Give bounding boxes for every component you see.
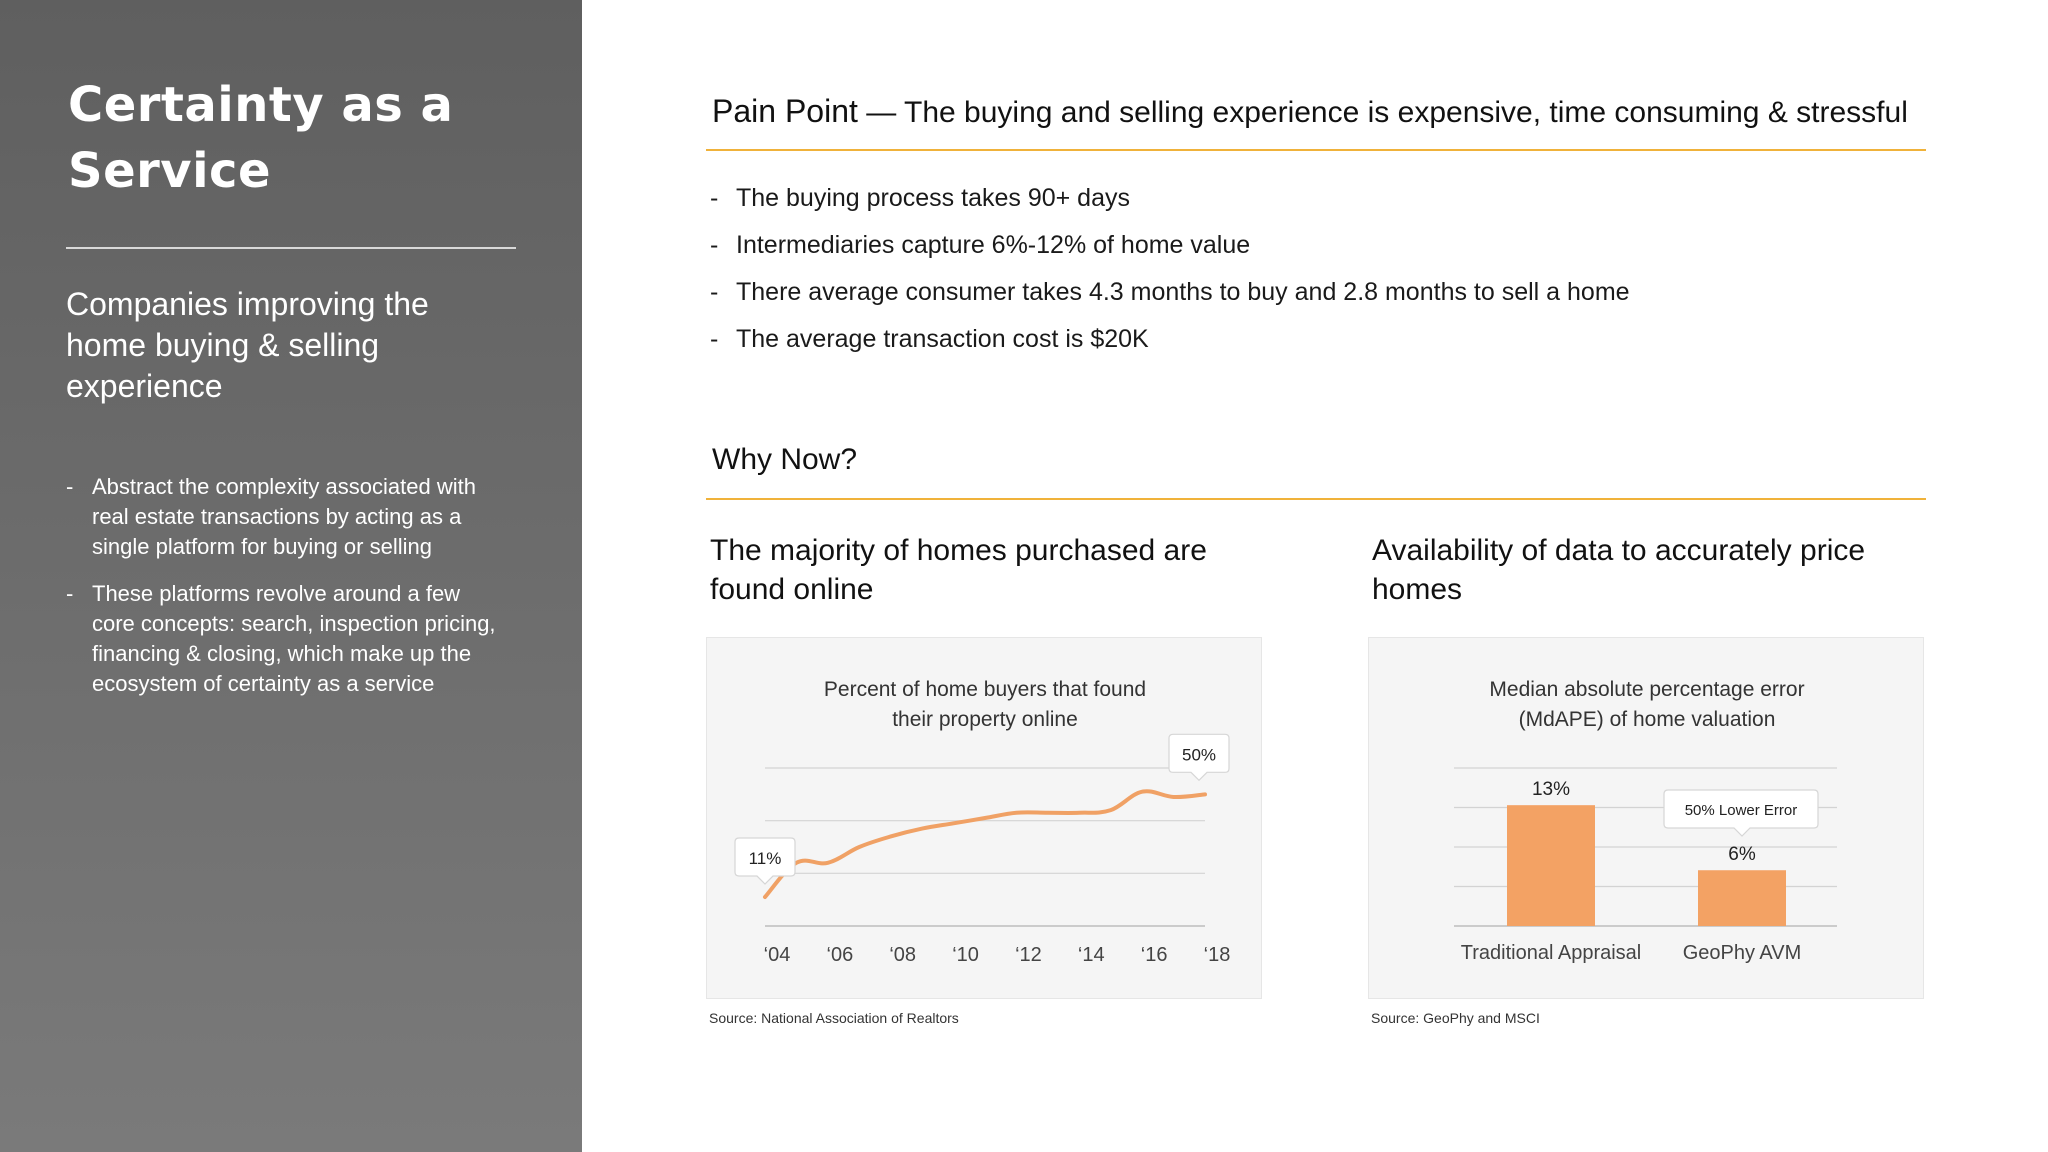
bullet-dash: - (710, 231, 719, 259)
x-tick-label: ‘18 (1203, 944, 1231, 966)
x-tick-label: ‘06 (826, 944, 854, 966)
bullet-dash: - (66, 474, 74, 499)
pain-point-heading (712, 91, 1908, 133)
bullet-dash: - (710, 184, 719, 212)
line-chart-source: Source: National Association of Realtors (709, 1010, 959, 1026)
category-label: Traditional Appraisal (1460, 942, 1642, 964)
x-axis-ticks (764, 944, 1231, 966)
why-now-heading: Why Now? (712, 443, 858, 476)
bullet-dash: - (710, 278, 719, 306)
line-chart-svg (707, 638, 1263, 1000)
why-now-divider (706, 498, 1926, 500)
sidebar-bullet (66, 472, 506, 562)
pain-point-bullet-text: There average consumer takes 4.3 months to buy and 2.8 months to sell a home (736, 278, 1630, 306)
bullet-dash: - (66, 581, 74, 606)
x-tick-label: ‘14 (1077, 944, 1105, 966)
series-line (765, 791, 1205, 897)
sidebar-title: Certainty as a Service (68, 77, 454, 199)
chart-title-line: Percent of home buyers that found (823, 678, 1147, 701)
category-label: GeoPhy AVM (1682, 942, 1802, 964)
chart-title-line: Median absolute percentage error (1489, 678, 1805, 701)
data-availability-heading: Availability of data to accurately price homes (1372, 534, 1866, 606)
pain-point-bullet-text: Intermediaries capture 6%-12% of home value (736, 231, 1251, 259)
sidebar-bullet (66, 579, 506, 699)
x-tick-label: ‘10 (952, 944, 979, 966)
sidebar-bullet-list (66, 472, 506, 716)
sidebar-bullet-text: Abstract the complexity associated with real estate transactions by acting as a single platform for buying or selling (92, 474, 476, 559)
pain-point-bullet (710, 274, 1630, 310)
data-label-text: 50% (1181, 745, 1217, 765)
pain-point-bullet-list (710, 180, 1630, 368)
pain-point-bullet-text: The buying process takes 90+ days (736, 184, 1130, 212)
x-tick-label: ‘12 (1015, 944, 1042, 966)
bullet-dash: - (710, 325, 719, 353)
data-label (1169, 734, 1229, 780)
valuation-error-chart (1368, 637, 1924, 999)
data-label-text: 11% (748, 849, 782, 869)
pain-point-bullet-text: The average transaction cost is $20K (736, 325, 1149, 353)
bar (1698, 870, 1786, 926)
sidebar-bullet-text: These platforms revolve around a few core concepts: search, inspection pricing, financing & closing, which make up the ecosystem of certainty as a service (92, 581, 496, 696)
x-tick-label: ‘08 (889, 944, 917, 966)
callout (1664, 790, 1818, 836)
callout-text: 50% Lower Error (1684, 802, 1798, 819)
pain-point-bullet (710, 180, 1630, 216)
online-buyers-chart (706, 637, 1262, 999)
data-label (735, 838, 795, 884)
sidebar-divider (66, 247, 516, 249)
bar-chart-source: Source: GeoPhy and MSCI (1371, 1010, 1540, 1026)
x-tick-label: ‘04 (763, 944, 791, 966)
pain-point-bullet (710, 227, 1630, 263)
pain-point-bullet (710, 321, 1630, 357)
chart-title-line: their property online (892, 708, 1078, 731)
sidebar-subtitle: Companies improving the home buying & selling experience (66, 286, 429, 404)
online-search-heading: The majority of homes purchased are found online (710, 534, 1207, 606)
bar (1507, 805, 1595, 926)
pain-point-divider (706, 149, 1926, 151)
pain-point-lead: Pain Point (712, 93, 858, 129)
x-tick-label: ‘16 (1140, 944, 1168, 966)
pain-point-title: — The buying and selling experience is expensive, time consuming & stressful (857, 96, 1908, 129)
bar-value-label: 6% (1728, 844, 1756, 866)
bar-chart-svg (1369, 638, 1925, 1000)
sidebar-panel (0, 0, 582, 1152)
chart-title-line: (MdAPE) of home valuation (1518, 708, 1776, 731)
bar-value-label: 13% (1531, 779, 1571, 801)
